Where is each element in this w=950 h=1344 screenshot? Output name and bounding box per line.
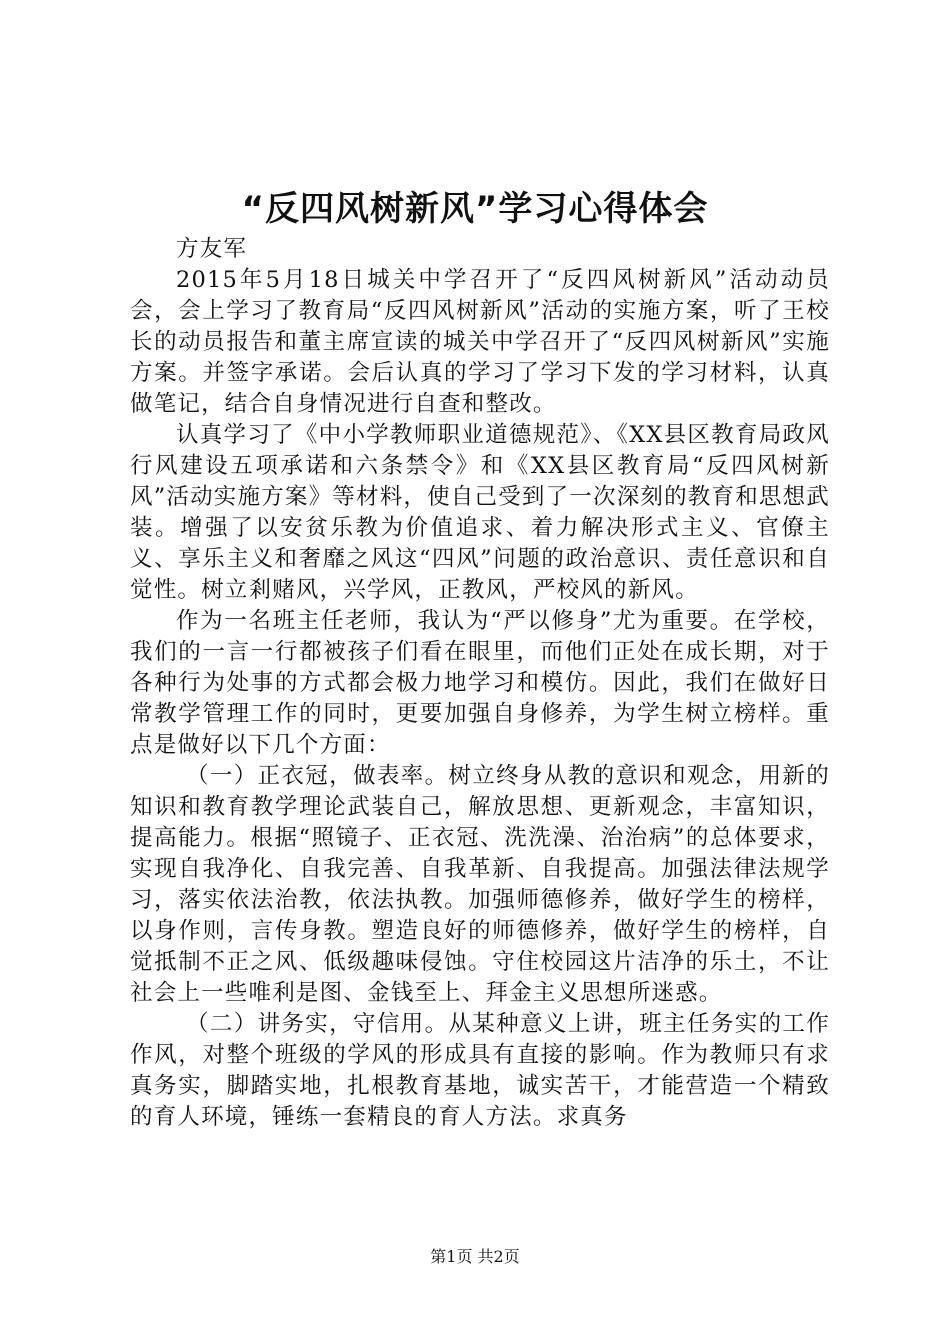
author-name: 方友军 [176,236,248,262]
document-body [130,234,830,1133]
paragraph-self-cultivation: 作为一名班主任老师，我认为“严以修身”尤为重要。在学校，我们的一言一行都被孩子们看在眼里，而他们正处在成长期，对于各种行为处事的方式都会极力地学习和模仿。因此，我们在做好日常教学管理工作的同时，更要加强自身修养，为学生树立榜样。重点是做好以下几个方面： [130,608,830,758]
document-title: “反四风树新风”学习心得体会 [241,189,709,229]
page-footer: 第1页 共2页 [430,1247,520,1266]
paragraph-item-one: （一）正衣冠，做表率。树立终身从教的意识和观念，用新的知识和教育教学理论武装自己，解放思想、更新观念，丰富知识，提高能力。根据“照镜子、正衣冠、洗洗澡、治治病”的总体要求，实现自我净化、自我完善、自我革新、自我提高。加强法律法规学习，落实依法治教，依法执教。加强师德修养，做好学生的榜样，以身作则，言传身教。塑造良好的师德修养，做好学生的榜样，自觉抵制不正之风、低级趣味侵蚀。守住校园这片洁净的乐土，不让社会上一些唯利是图、金钱至上、拜金主义思想所迷惑。 [130,763,830,1006]
paragraph-item-two: （二）讲务实，守信用。从某种意义上讲，班主任务实的工作作风，对整个班级的学风的形成具有直接的影响。作为教师只有求真务实，脚踏实地，扎根教育基地，诚实苦干，才能营造一个精致的育人环境，锤练一套精良的育人方法。求真务 [130,1011,830,1130]
paragraph-intro: 2015年5月18日城关中学召开了“反四风树新风”活动动员会，会上学习了教育局“反四风树新风”活动的实施方案，听了王校长的动员报告和董主席宣读的城关中学召开了“反四风树新风”实施方案。并签字承诺。会后认真的学习了学习下发的学习材料，认真做笔记，结合自身情况进行自查和整改。 [130,267,830,417]
paragraph-study: 认真学习了《中小学教师职业道德规范》、《XX县区教育局政风行风建设五项承诺和六条禁令》和《XX县区教育局“反四风树新风”活动实施方案》等材料，使自己受到了一次深刻的教育和思想武装。增强了以安贫乐教为价值追求、着力解决形式主义、官僚主义、享乐主义和奢靡之风这“四风”问题的政治意识、责任意识和自觉性。树立剎赌风，兴学风，正教风，严校风的新风。 [130,422,831,603]
